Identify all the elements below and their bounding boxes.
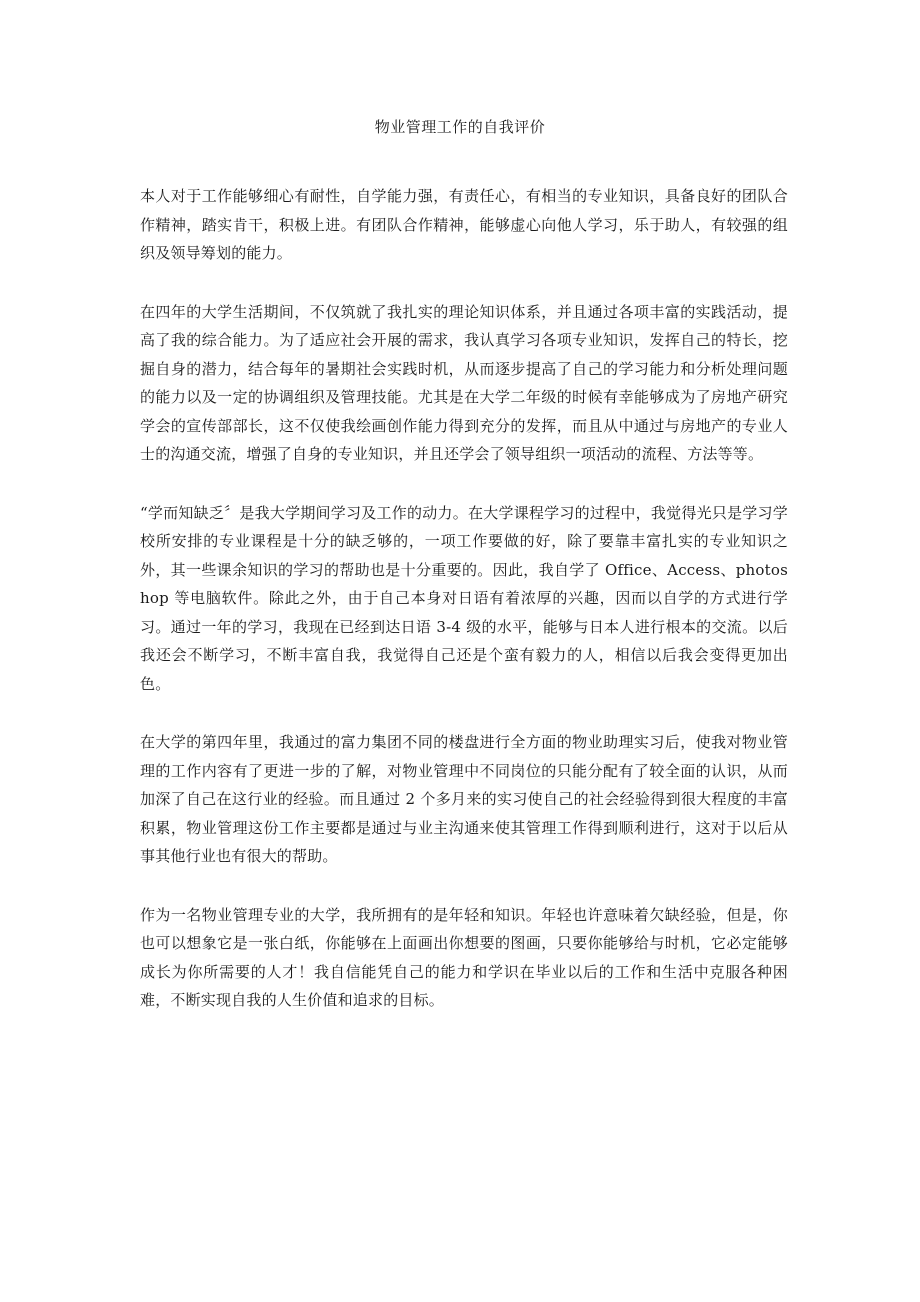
paragraph-conclusion: 作为一名物业管理专业的大学，我所拥有的是年轻和知识。年轻也许意味着欠缺经验，但是，你也可以想象它是一张白纸，你能够在上面画出你想要的图画，只要你能够给与时机，它必定能够成长为你所需要的人才！我自信能凭自己的能力和学识在毕业以后的工作和生活中克服各种困难，不断实现自我的人生价值和追求的目标。 <box>140 905 788 1009</box>
document-title: 物业管理工作的自我评价 <box>374 118 546 136</box>
document-body <box>140 182 788 1045</box>
paragraph-self-summary: 本人对于工作能够细心有耐性，自学能力强，有责任心，有相当的专业知识，具备良好的团队合作精神，踏实肯干，积极上进。有团队合作精神，能够虚心向他人学习，乐于助人，有较强的组织及领导筹划的能力。 <box>140 187 788 262</box>
paragraph-self-study: “学而知缺乏〞是我大学期间学习及工作的动力。在大学课程学习的过程中，我觉得光只是学习学校所安排的专业课程是十分的缺乏够的，一项工作要做的好，除了要靠丰富扎实的专业知识之外，其一些课余知识的学习的帮助也是十分重要的。因此，我自学了 Office、Access、photoshop 等电脑软件。除此之外，由于自己本身对日语有着浓厚的兴趣，因而以自学的方式进行学习。通过一年的学习，我现在已经到达日语 3-4 级的水平，能够与日本人进行根本的交流。以后我还会不断学习，不断丰富自我，我觉得自己还是个蛮有毅力的人，相信以后我会变得更加出色。 <box>140 503 788 693</box>
paragraph-internship: 在大学的第四年里，我通过的富力集团不同的楼盘进行全方面的物业助理实习后，使我对物业管理的工作内容有了更进一步的了解，对物业管理中不同岗位的只能分配有了较全面的认识，从而加深了自己在这行业的经验。而且通过 2 个多月来的实习使自己的社会经验得到很大程度的丰富积累，物业管理这份工作主要都是通过与业主沟通来使其管理工作得到顺利进行，这对于以后从事其他行业也有很大的帮助。 <box>140 733 788 865</box>
paragraph-university-life: 在四年的大学生活期间，不仅筑就了我扎实的理论知识体系，并且通过各项丰富的实践活动，提高了我的综合能力。为了适应社会开展的需求，我认真学习各项专业知识，发挥自己的特长，挖掘自身的潜力，结合每年的暑期社会实践时机，从而逐步提高了自己的学习能力和分析处理问题的能力以及一定的协调组织及管理技能。尤其是在大学二年级的时候有幸能够成为了房地产研究学会的宣传部部长，这不仅使我绘画创作能力得到充分的发挥，而且从中通过与房地产的专业人士的沟通交流，增强了自身的专业知识，并且还学会了领导组织一项活动的流程、方法等等。 <box>140 302 788 463</box>
